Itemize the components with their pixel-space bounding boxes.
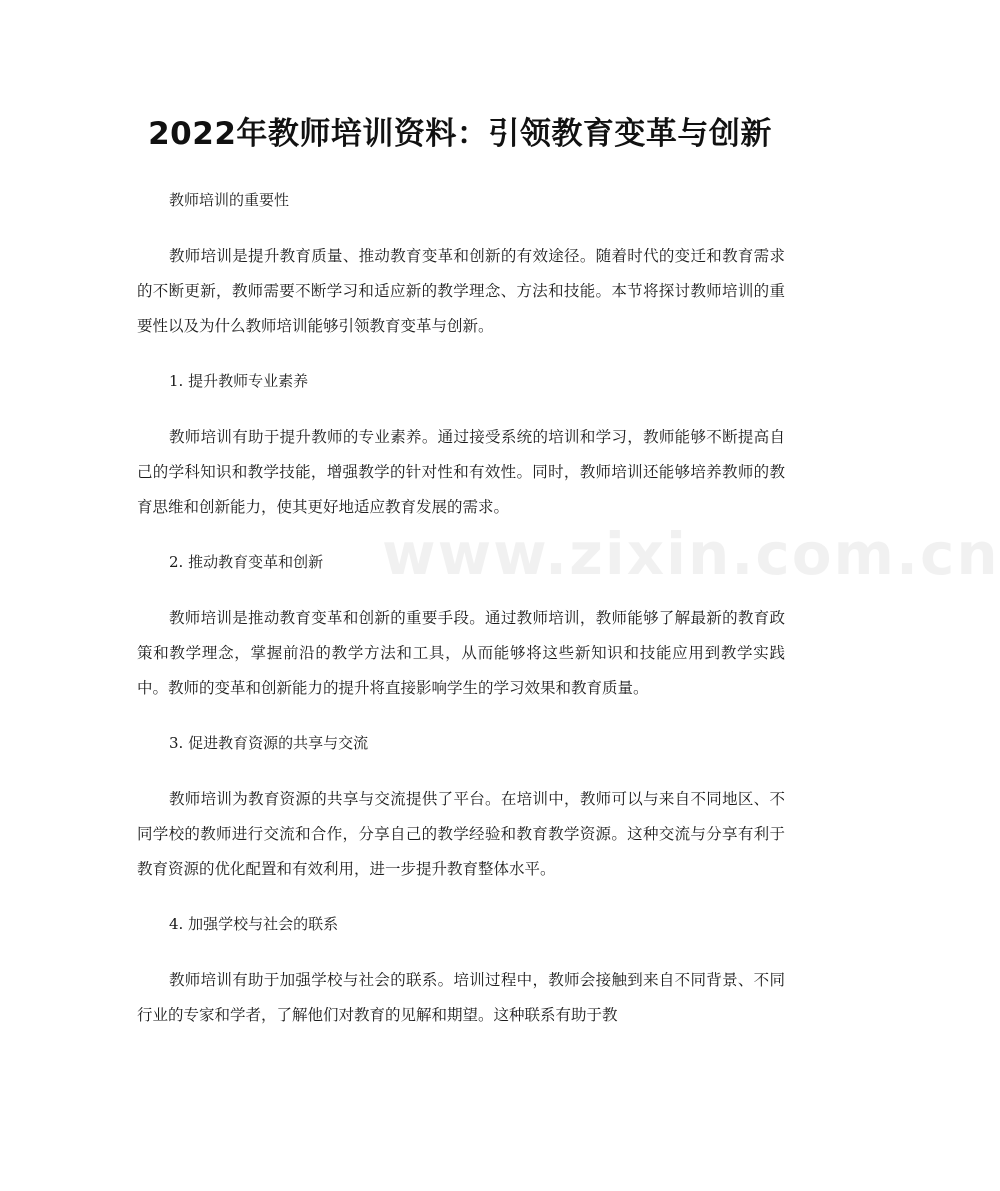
section-heading-2: 2. 推动教育变革和创新 bbox=[169, 553, 324, 571]
section-heading-1: 1. 提升教师专业素养 bbox=[169, 372, 309, 390]
paragraph-1: 教师培训有助于提升教师的专业素养。通过接受系统的培训和学习，教师能够不断提高自己的学科知识和教学技能，增强教学的针对性和有效性。同时，教师培训还能够培养教师的教育思维和创新能力，使其更好地适应教育发展的需求。 bbox=[137, 428, 785, 516]
section-heading-importance: 教师培训的重要性 bbox=[169, 191, 290, 209]
paragraph-2: 教师培训是推动教育变革和创新的重要手段。通过教师培训，教师能够了解最新的教育政策和教学理念，掌握前沿的教学方法和工具，从而能够将这些新知识和技能应用到教学实践中。教师的变革和创新能力的提升将直接影响学生的学习效果和教育质量。 bbox=[137, 609, 785, 697]
watermark: www.zixin.com.cn bbox=[382, 520, 1000, 588]
section-heading-4: 4. 加强学校与社会的联系 bbox=[169, 915, 339, 933]
paragraph-3: 教师培训为教育资源的共享与交流提供了平台。在培训中，教师可以与来自不同地区、不同学校的教师进行交流和合作，分享自己的教学经验和教育教学资源。这种交流与分享有利于教育资源的优化配置和有效利用，进一步提升教育整体水平。 bbox=[137, 790, 785, 878]
document-title: 2022年教师培训资料：引领教育变革与创新 bbox=[148, 116, 772, 152]
section-heading-3: 3. 促进教育资源的共享与交流 bbox=[169, 734, 369, 752]
document-body bbox=[137, 183, 785, 1053]
paragraph-intro: 教师培训是提升教育质量、推动教育变革和创新的有效途径。随着时代的变迁和教育需求的不断更新，教师需要不断学习和适应新的教学理念、方法和技能。本节将探讨教师培训的重要性以及为什么教师培训能够引领教育变革与创新。 bbox=[137, 247, 785, 335]
paragraph-4: 教师培训有助于加强学校与社会的联系。培训过程中，教师会接触到来自不同背景、不同行业的专家和学者，了解他们对教育的见解和期望。这种联系有助于教 bbox=[137, 971, 785, 1024]
